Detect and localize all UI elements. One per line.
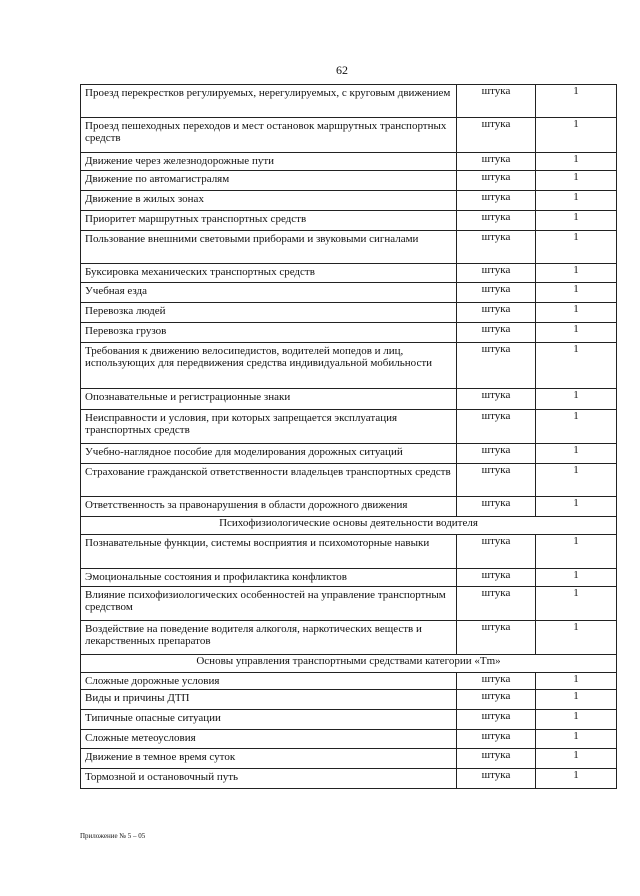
table-row [81,211,617,231]
table-row [81,769,617,789]
quantity-cell: 1 [536,211,617,231]
unit-cell: штука [457,171,536,191]
table-row [81,231,617,264]
table-row [81,389,617,410]
item-name: Воздействие на поведение водителя алкоголя, наркотических веществ и лекарственных препаратов [85,623,422,647]
quantity-cell: 1 [536,710,617,730]
table-row [81,569,617,587]
section-header-row [81,655,617,673]
unit-cell: штука [457,749,536,769]
item-name-cell [81,85,457,118]
table-row [81,710,617,730]
item-name-cell [81,444,457,464]
item-name-cell [81,323,457,343]
item-name-cell [81,191,457,211]
quantity-cell: 1 [536,118,617,153]
quantity-cell: 1 [536,410,617,444]
table-row [81,673,617,690]
table-row [81,191,617,211]
item-name: Перевозка грузов [85,325,167,337]
quantity-cell: 1 [536,497,617,517]
item-name-cell [81,464,457,497]
unit-cell: штука [457,231,536,264]
item-name: Движение в темное время суток [85,751,236,763]
quantity-cell: 1 [536,191,617,211]
item-name-cell [81,769,457,789]
item-name-cell [81,749,457,769]
item-name: Сложные дорожные условия [85,675,220,687]
page-number: 62 [336,63,348,77]
item-name-cell [81,497,457,517]
unit-cell: штука [457,153,536,171]
item-name: Неисправности и условия, при которых запрещается эксплуатация транспортных средств [85,412,398,436]
item-name: Познавательные функции, системы восприятия и психомоторные навыки [85,537,430,549]
unit-cell: штука [457,690,536,710]
item-name: Проезд перекрестков регулируемых, нерегулируемых, с круговым движением [85,87,451,99]
quantity-cell: 1 [536,343,617,389]
unit-cell: штука [457,191,536,211]
quantity-cell: 1 [536,444,617,464]
item-name: Опознавательные и регистрационные знаки [85,391,291,403]
unit-cell: штука [457,444,536,464]
unit-cell: штука [457,710,536,730]
section-title: Основы управления транспортными средствами категории «Tm» [81,655,617,673]
table-row [81,497,617,517]
item-name: Ответственность за правонарушения в области дорожного движения [85,499,408,511]
table-row [81,153,617,171]
table-row [81,410,617,444]
quantity-cell: 1 [536,749,617,769]
quantity-cell: 1 [536,769,617,789]
table-row [81,587,617,621]
unit-cell: штука [457,730,536,749]
quantity-cell: 1 [536,690,617,710]
item-name-cell [81,673,457,690]
unit-cell: штука [457,118,536,153]
table-row [81,621,617,655]
unit-cell: штука [457,464,536,497]
page-footer: Приложение № 5 – 05 [80,832,146,840]
item-name: Движение через железнодорожные пути [85,155,275,167]
item-name: Эмоциональные состояния и профилактика конфликтов [85,571,347,583]
unit-cell: штука [457,323,536,343]
unit-cell: штука [457,389,536,410]
item-name: Влияние психофизиологических особенностей на управление транспортным средством [85,589,446,613]
table-row [81,444,617,464]
quantity-cell: 1 [536,283,617,303]
item-name: Пользование внешними световыми приборами и звуковыми сигналами [85,233,419,245]
unit-cell: штука [457,497,536,517]
item-name-cell [81,211,457,231]
quantity-cell: 1 [536,85,617,118]
item-name-cell [81,710,457,730]
table-row [81,264,617,283]
item-name: Виды и причины ДТП [85,692,190,704]
quantity-cell: 1 [536,264,617,283]
item-name: Приоритет маршрутных транспортных средств [85,213,307,225]
table-row [81,303,617,323]
item-name-cell [81,231,457,264]
table-row [81,171,617,191]
quantity-cell: 1 [536,303,617,323]
table-row [81,118,617,153]
item-name-cell [81,569,457,587]
unit-cell: штука [457,621,536,655]
quantity-cell: 1 [536,535,617,569]
quantity-cell: 1 [536,153,617,171]
item-name-cell [81,730,457,749]
item-name: Тормозной и остановочный путь [85,771,239,783]
unit-cell: штука [457,569,536,587]
unit-cell: штука [457,769,536,789]
item-name-cell [81,303,457,323]
table-row [81,323,617,343]
item-name: Движение по автомагистралям [85,173,230,185]
unit-cell: штука [457,410,536,444]
item-name-cell [81,621,457,655]
table-row [81,730,617,749]
quantity-cell: 1 [536,587,617,621]
unit-cell: штука [457,211,536,231]
table-row [81,464,617,497]
item-name-cell [81,343,457,389]
unit-cell: штука [457,343,536,389]
item-name: Перевозка людей [85,305,166,317]
item-name: Страхование гражданской ответственности владельцев транспортных средств [85,466,451,478]
item-name-cell [81,283,457,303]
table-row [81,343,617,389]
item-name-cell [81,389,457,410]
item-name-cell [81,118,457,153]
item-name: Буксировка механических транспортных средств [85,266,315,278]
table-row [81,85,617,118]
unit-cell: штука [457,85,536,118]
item-name: Типичные опасные ситуации [85,712,221,724]
quantity-cell: 1 [536,389,617,410]
section-header-row [81,517,617,535]
item-name: Учебно-наглядное пособие для моделирования дорожных ситуаций [85,446,403,458]
unit-cell: штука [457,535,536,569]
item-name-cell [81,535,457,569]
item-name-cell [81,171,457,191]
quantity-cell: 1 [536,171,617,191]
quantity-cell: 1 [536,569,617,587]
item-name: Требования к движению велосипедистов, водителей мопедов и лиц, использующих для передвижения средства индивидуальной мобильности [85,345,433,369]
item-name: Движение в жилых зонах [85,193,204,205]
section-title: Психофизиологические основы деятельности водителя [81,517,617,535]
unit-cell: штука [457,303,536,323]
item-name-cell [81,587,457,621]
equipment-table [80,84,617,789]
item-name-cell [81,410,457,444]
table-row [81,535,617,569]
unit-cell: штука [457,587,536,621]
item-name: Сложные метеоусловия [85,732,196,744]
item-name: Учебная езда [85,285,148,297]
unit-cell: штука [457,673,536,690]
quantity-cell: 1 [536,673,617,690]
table-body [81,85,617,789]
quantity-cell: 1 [536,621,617,655]
item-name-cell [81,153,457,171]
quantity-cell: 1 [536,231,617,264]
quantity-cell: 1 [536,464,617,497]
unit-cell: штука [457,264,536,283]
item-name: Проезд пешеходных переходов и мест остановок маршрутных транспортных средств [85,120,447,144]
table-row [81,749,617,769]
item-name-cell [81,264,457,283]
table-row [81,690,617,710]
item-name-cell [81,690,457,710]
quantity-cell: 1 [536,323,617,343]
unit-cell: штука [457,283,536,303]
table-row [81,283,617,303]
quantity-cell: 1 [536,730,617,749]
